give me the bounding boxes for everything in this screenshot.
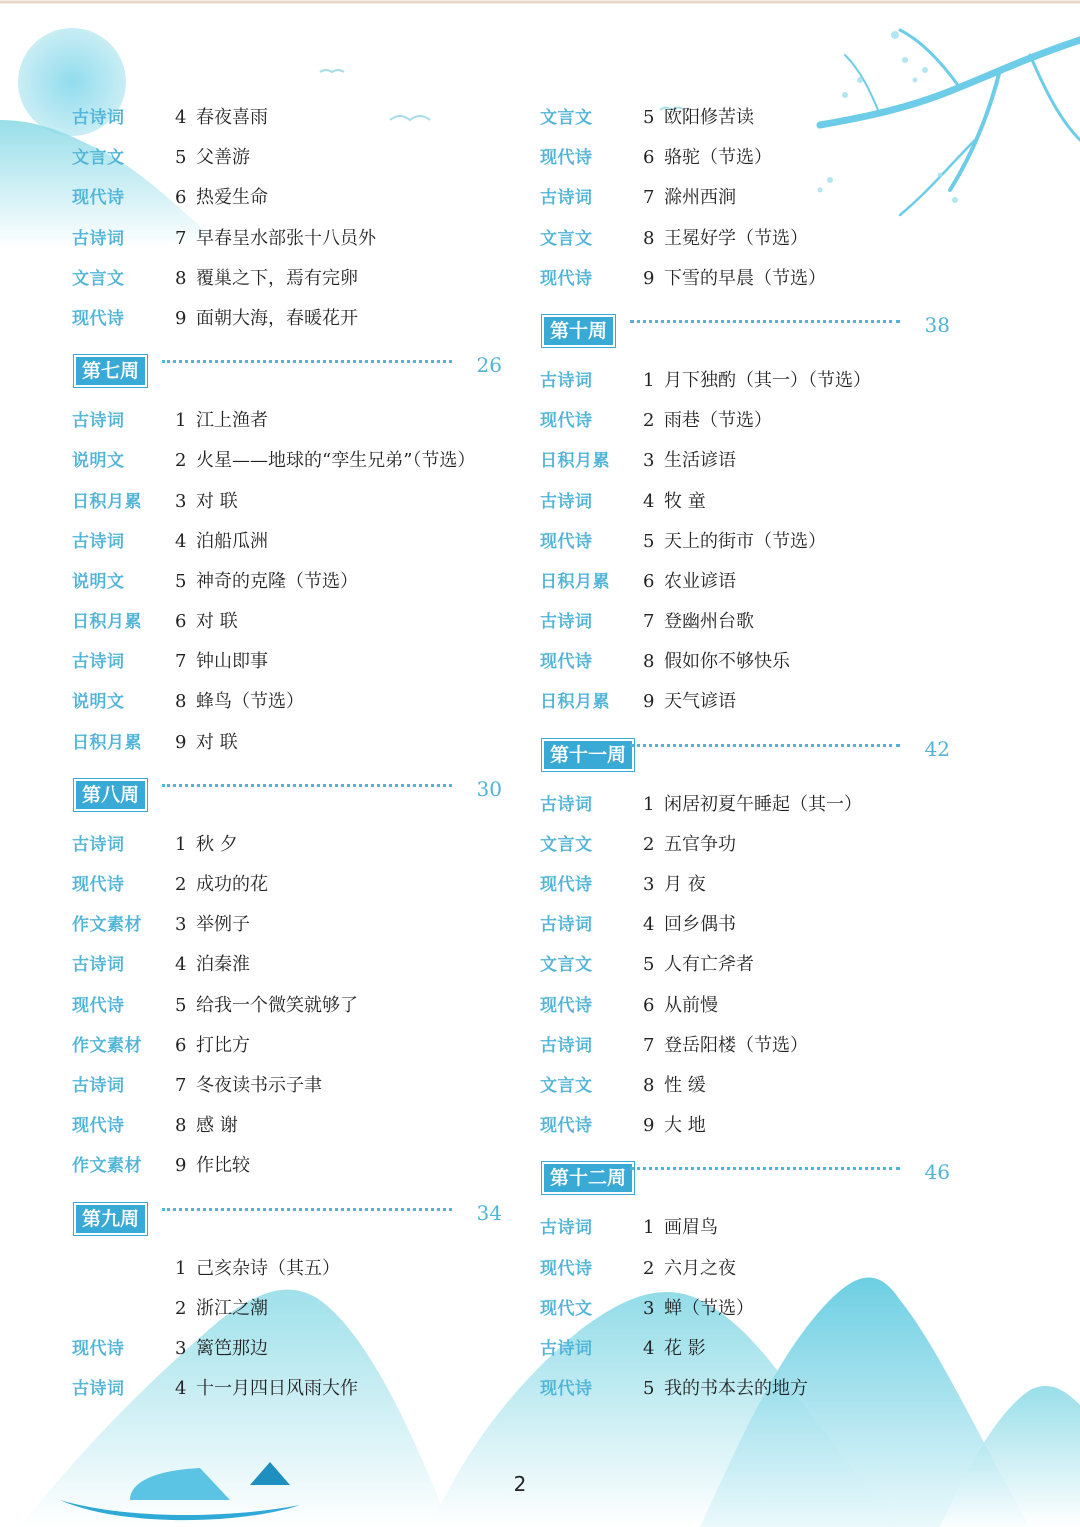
toc-entry[interactable] bbox=[72, 178, 512, 218]
entry-title: 下雪的早晨（节选） bbox=[664, 267, 826, 289]
entry-title: 冬夜读书示子聿 bbox=[196, 1074, 322, 1096]
entry-number: 7 bbox=[175, 1074, 187, 1096]
dot-leader bbox=[162, 1208, 452, 1211]
entry-category: 现代诗 bbox=[540, 1258, 593, 1279]
entry-title: 从前慢 bbox=[664, 994, 718, 1016]
toc-right-column bbox=[540, 98, 960, 1409]
entry-number: 6 bbox=[175, 1034, 187, 1056]
toc-entry[interactable] bbox=[72, 138, 512, 178]
entry-title: 回乡偶书 bbox=[664, 914, 736, 936]
toc-entry[interactable] bbox=[72, 401, 512, 441]
entry-category: 文言文 bbox=[72, 148, 125, 169]
toc-entry[interactable] bbox=[540, 986, 960, 1026]
entry-number: 9 bbox=[643, 691, 655, 713]
toc-entry[interactable] bbox=[540, 785, 960, 825]
entry-number: 5 bbox=[643, 530, 655, 552]
entry-number: 8 bbox=[175, 267, 187, 289]
entry-category: 古诗词 bbox=[540, 188, 593, 209]
toc-entry[interactable] bbox=[540, 945, 960, 985]
entry-number: 2 bbox=[643, 1257, 655, 1279]
entry-title: 生活谚语 bbox=[664, 450, 736, 472]
entry-number: 5 bbox=[175, 147, 187, 169]
entry-category: 现代诗 bbox=[540, 995, 593, 1016]
toc-entry[interactable] bbox=[72, 825, 512, 865]
entry-number: 2 bbox=[175, 874, 187, 895]
entry-category: 日积月累 bbox=[72, 612, 142, 633]
week-header[interactable] bbox=[72, 339, 512, 401]
entry-category: 现代诗 bbox=[72, 875, 125, 895]
entry-number: 5 bbox=[175, 994, 187, 1016]
entry-number: 6 bbox=[175, 187, 187, 209]
toc-entry[interactable] bbox=[72, 259, 512, 299]
week-header[interactable] bbox=[540, 299, 960, 361]
entry-title: 登幽州台歌 bbox=[664, 611, 754, 633]
toc-entry[interactable] bbox=[540, 401, 960, 441]
dot-leader bbox=[630, 744, 900, 747]
week-page-number: 42 bbox=[924, 736, 950, 761]
entry-category: 现代诗 bbox=[540, 652, 593, 673]
toc-entry[interactable] bbox=[72, 562, 512, 602]
entry-category: 古诗词 bbox=[540, 1218, 593, 1239]
entry-category: 作文素材 bbox=[72, 915, 142, 936]
entry-title: 给我一个微笑就够了 bbox=[196, 994, 358, 1016]
toc-entry[interactable] bbox=[540, 1106, 960, 1146]
entry-category: 说明文 bbox=[72, 571, 125, 592]
entry-number: 3 bbox=[643, 1297, 655, 1319]
toc-entry[interactable] bbox=[72, 1289, 512, 1329]
toc-entry[interactable] bbox=[540, 178, 960, 218]
entry-category: 古诗词 bbox=[72, 108, 125, 128]
toc-left-column bbox=[72, 98, 512, 1409]
week-label: 第七周 bbox=[74, 355, 147, 387]
entry-number: 7 bbox=[175, 651, 187, 673]
entry-category: 现代文 bbox=[540, 1298, 593, 1319]
week-header[interactable] bbox=[540, 1146, 960, 1208]
toc-entry[interactable] bbox=[540, 259, 960, 299]
toc-entry[interactable] bbox=[72, 986, 512, 1026]
entry-title: 面朝大海，春暖花开 bbox=[196, 307, 358, 329]
entry-number: 5 bbox=[175, 570, 187, 592]
entry-category: 现代诗 bbox=[72, 188, 125, 209]
week-header[interactable] bbox=[72, 1187, 512, 1249]
entry-number: 7 bbox=[643, 1034, 655, 1056]
toc-entry[interactable] bbox=[72, 482, 512, 522]
entry-title: 感 谢 bbox=[196, 1115, 238, 1137]
entry-number: 2 bbox=[643, 410, 655, 432]
entry-category: 古诗词 bbox=[540, 794, 593, 815]
entry-category: 古诗词 bbox=[540, 915, 593, 936]
entry-number: 1 bbox=[175, 833, 187, 855]
entry-category: 古诗词 bbox=[72, 1379, 125, 1400]
entry-number: 6 bbox=[643, 570, 655, 592]
entry-title: 牧 童 bbox=[664, 490, 706, 512]
entry-category: 现代诗 bbox=[540, 268, 593, 289]
entry-title: 成功的花 bbox=[196, 874, 268, 895]
entry-number: 9 bbox=[643, 1115, 655, 1137]
entry-title: 火星——地球的“孪生兄弟”（节选） bbox=[196, 450, 476, 472]
toc-entry[interactable] bbox=[540, 905, 960, 945]
toc-entry[interactable] bbox=[540, 219, 960, 259]
entry-category: 日积月累 bbox=[72, 491, 142, 512]
toc-entry[interactable] bbox=[540, 1066, 960, 1106]
week-header[interactable] bbox=[540, 723, 960, 785]
toc-entry[interactable] bbox=[72, 1146, 512, 1186]
entry-category: 古诗词 bbox=[72, 834, 125, 855]
toc-entry[interactable] bbox=[540, 865, 960, 905]
entry-title: 对 联 bbox=[196, 731, 238, 753]
toc-entry[interactable] bbox=[540, 1329, 960, 1369]
toc-entry[interactable] bbox=[540, 1208, 960, 1248]
entry-number: 4 bbox=[643, 1337, 655, 1359]
toc-entry[interactable] bbox=[540, 642, 960, 682]
entry-number: 2 bbox=[175, 450, 187, 472]
toc-entry[interactable] bbox=[540, 361, 960, 401]
toc-entry[interactable] bbox=[72, 1026, 512, 1066]
entry-title: 雨巷（节选） bbox=[664, 410, 772, 432]
entry-category: 文言文 bbox=[540, 834, 593, 855]
toc-entry[interactable] bbox=[540, 482, 960, 522]
entry-title: 登岳阳楼（节选） bbox=[664, 1034, 808, 1056]
entry-category: 现代诗 bbox=[72, 1338, 125, 1359]
week-page-number: 34 bbox=[476, 1200, 502, 1225]
toc-entry[interactable] bbox=[72, 219, 512, 259]
entry-category: 古诗词 bbox=[72, 1075, 125, 1096]
entry-title: 滁州西涧 bbox=[664, 187, 736, 209]
entry-title: 五官争功 bbox=[664, 833, 736, 855]
entry-title: 闲居初夏午睡起（其一） bbox=[664, 793, 862, 815]
week-page-number: 26 bbox=[476, 353, 502, 378]
week-page-number: 30 bbox=[476, 776, 502, 801]
entry-title: 秋 夕 bbox=[196, 833, 238, 855]
toc-entry[interactable] bbox=[540, 1249, 960, 1289]
toc-entry[interactable] bbox=[72, 1106, 512, 1146]
entry-category: 现代诗 bbox=[72, 308, 125, 329]
entry-number: 9 bbox=[643, 267, 655, 289]
dot-leader bbox=[630, 320, 900, 323]
entry-title: 浙江之潮 bbox=[196, 1297, 268, 1319]
entry-number: 3 bbox=[175, 1337, 187, 1359]
toc-entry[interactable] bbox=[540, 1369, 960, 1409]
entry-title: 画眉鸟 bbox=[664, 1217, 718, 1239]
entry-category: 古诗词 bbox=[540, 1035, 593, 1056]
entry-category: 现代诗 bbox=[72, 1116, 125, 1137]
entry-number: 9 bbox=[175, 307, 187, 329]
dot-leader bbox=[162, 784, 452, 787]
toc-entry[interactable] bbox=[540, 682, 960, 722]
toc-entry[interactable] bbox=[540, 441, 960, 481]
entry-title: 篱笆那边 bbox=[196, 1337, 268, 1359]
week-label: 第十二周 bbox=[542, 1162, 634, 1194]
entry-number: 3 bbox=[175, 490, 187, 512]
entry-category: 日积月累 bbox=[540, 692, 610, 713]
entry-title: 春夜喜雨 bbox=[196, 107, 268, 128]
entry-number: 4 bbox=[175, 530, 187, 552]
entry-number: 3 bbox=[643, 450, 655, 472]
entry-category: 作文素材 bbox=[72, 1035, 142, 1056]
entry-number: 7 bbox=[175, 227, 187, 249]
entry-category: 现代诗 bbox=[540, 875, 593, 895]
entry-category: 日积月累 bbox=[72, 732, 142, 753]
entry-title: 骆驼（节选） bbox=[664, 147, 772, 169]
week-page-number: 38 bbox=[924, 312, 950, 337]
entry-title: 泊船瓜洲 bbox=[196, 530, 268, 552]
entry-title: 农业谚语 bbox=[664, 570, 736, 592]
toc-entry[interactable] bbox=[72, 945, 512, 985]
entry-number: 8 bbox=[175, 1115, 187, 1137]
toc-entry[interactable] bbox=[540, 138, 960, 178]
entry-number: 3 bbox=[643, 874, 655, 895]
entry-number: 1 bbox=[643, 1217, 655, 1239]
entry-category: 日积月累 bbox=[540, 451, 610, 472]
entry-title: 对 联 bbox=[196, 611, 238, 633]
week-label: 第十一周 bbox=[542, 739, 634, 771]
entry-category: 现代诗 bbox=[540, 1116, 593, 1137]
entry-category: 现代诗 bbox=[540, 1379, 593, 1400]
entry-number: 8 bbox=[175, 691, 187, 713]
week-page-number: 46 bbox=[924, 1160, 950, 1185]
entry-category: 古诗词 bbox=[72, 228, 125, 249]
entry-title: 钟山即事 bbox=[196, 651, 268, 673]
entry-number: 6 bbox=[643, 994, 655, 1016]
entry-title: 热爱生命 bbox=[196, 187, 268, 209]
toc-entry[interactable] bbox=[72, 98, 512, 138]
entry-number: 1 bbox=[175, 1257, 187, 1279]
entry-title: 月下独酌（其一）（节选） bbox=[664, 369, 871, 391]
entry-category: 古诗词 bbox=[540, 370, 593, 391]
toc-entry[interactable] bbox=[72, 642, 512, 682]
entry-number: 5 bbox=[643, 1378, 655, 1400]
entry-title: 天气谚语 bbox=[664, 691, 736, 713]
week-label: 第十周 bbox=[542, 315, 615, 347]
entry-category: 现代诗 bbox=[540, 411, 593, 432]
entry-category: 文言文 bbox=[540, 1075, 593, 1096]
toc-entry[interactable] bbox=[72, 865, 512, 905]
toc-entry[interactable] bbox=[72, 1329, 512, 1369]
entry-title: 对 联 bbox=[196, 490, 238, 512]
entry-title: 举例子 bbox=[196, 914, 250, 936]
toc-entry[interactable] bbox=[72, 723, 512, 763]
entry-title: 大 地 bbox=[664, 1115, 706, 1137]
entry-title: 月 夜 bbox=[664, 874, 706, 895]
toc-entry[interactable] bbox=[540, 1026, 960, 1066]
toc-entry[interactable] bbox=[72, 522, 512, 562]
toc-entry[interactable] bbox=[72, 602, 512, 642]
dot-leader bbox=[630, 1167, 900, 1170]
entry-title: 早春呈水部张十八员外 bbox=[196, 227, 376, 249]
entry-title: 花 影 bbox=[664, 1337, 706, 1359]
entry-category: 作文素材 bbox=[72, 1156, 142, 1177]
entry-number: 5 bbox=[643, 107, 655, 128]
entry-title: 父善游 bbox=[196, 147, 250, 169]
toc-entry[interactable] bbox=[540, 98, 960, 138]
entry-number: 7 bbox=[643, 611, 655, 633]
entry-category: 古诗词 bbox=[540, 491, 593, 512]
entry-number: 4 bbox=[643, 914, 655, 936]
toc-entry[interactable] bbox=[540, 825, 960, 865]
entry-category: 文言文 bbox=[540, 955, 593, 976]
entry-number: 8 bbox=[643, 651, 655, 673]
toc-entry[interactable] bbox=[72, 1249, 512, 1289]
entry-number: 6 bbox=[175, 611, 187, 633]
entry-title: 作比较 bbox=[196, 1155, 250, 1177]
toc-entry[interactable] bbox=[540, 562, 960, 602]
toc-entry[interactable] bbox=[72, 1066, 512, 1106]
entry-title: 人有亡斧者 bbox=[664, 954, 754, 976]
entry-title: 打比方 bbox=[196, 1034, 250, 1056]
toc-entry[interactable] bbox=[540, 602, 960, 642]
entry-number: 9 bbox=[175, 1155, 187, 1177]
week-label: 第八周 bbox=[74, 779, 147, 811]
entry-number: 1 bbox=[643, 793, 655, 815]
entry-category: 日积月累 bbox=[540, 571, 610, 592]
entry-category: 古诗词 bbox=[72, 955, 125, 976]
entry-number: 4 bbox=[175, 1378, 187, 1400]
toc-entry[interactable] bbox=[72, 682, 512, 722]
toc-entry[interactable] bbox=[72, 905, 512, 945]
dot-leader bbox=[162, 360, 452, 363]
week-header[interactable] bbox=[72, 763, 512, 825]
entry-number: 1 bbox=[175, 410, 187, 432]
entry-title: 蝉（节选） bbox=[664, 1297, 754, 1319]
entry-title: 覆巢之下，焉有完卵 bbox=[196, 267, 358, 289]
entry-category: 文言文 bbox=[72, 268, 125, 289]
toc-entry[interactable] bbox=[540, 1289, 960, 1329]
entry-number: 4 bbox=[175, 107, 187, 128]
entry-title: 假如你不够快乐 bbox=[664, 651, 790, 673]
entry-category: 文言文 bbox=[540, 228, 593, 249]
entry-category: 古诗词 bbox=[72, 411, 125, 432]
entry-category: 古诗词 bbox=[72, 531, 125, 552]
entry-title: 泊秦淮 bbox=[196, 954, 250, 976]
entry-title: 性 缓 bbox=[664, 1074, 706, 1096]
toc-entry[interactable] bbox=[72, 1369, 512, 1409]
entry-number: 5 bbox=[643, 954, 655, 976]
entry-number: 6 bbox=[643, 147, 655, 169]
entry-number: 7 bbox=[643, 187, 655, 209]
entry-category: 古诗词 bbox=[72, 652, 125, 673]
entry-title: 六月之夜 bbox=[664, 1257, 736, 1279]
entry-number: 8 bbox=[643, 227, 655, 249]
entry-category: 现代诗 bbox=[540, 148, 593, 169]
entry-number: 9 bbox=[175, 731, 187, 753]
entry-title: 十一月四日风雨大作 bbox=[196, 1378, 358, 1400]
entry-title: 天上的街市（节选） bbox=[664, 530, 826, 552]
week-label: 第九周 bbox=[74, 1203, 147, 1235]
entry-category: 文言文 bbox=[540, 108, 593, 128]
entry-number: 8 bbox=[643, 1074, 655, 1096]
entry-title: 王冕好学（节选） bbox=[664, 227, 808, 249]
toc-entry[interactable] bbox=[540, 522, 960, 562]
toc-entry[interactable] bbox=[72, 441, 512, 481]
entry-category: 现代诗 bbox=[72, 995, 125, 1016]
entry-number: 2 bbox=[643, 833, 655, 855]
entry-title: 江上渔者 bbox=[196, 410, 268, 432]
entry-title: 己亥杂诗（其五） bbox=[196, 1257, 340, 1279]
entry-number: 3 bbox=[175, 914, 187, 936]
entry-title: 我的书本去的地方 bbox=[664, 1378, 808, 1400]
toc-entry[interactable] bbox=[72, 299, 512, 339]
entry-category: 古诗词 bbox=[540, 1338, 593, 1359]
entry-title: 欧阳修苦读 bbox=[664, 107, 754, 128]
entry-category: 古诗词 bbox=[540, 612, 593, 633]
entry-category: 说明文 bbox=[72, 692, 125, 713]
entry-number: 1 bbox=[643, 369, 655, 391]
entry-number: 2 bbox=[175, 1297, 187, 1319]
entry-number: 4 bbox=[175, 954, 187, 976]
entry-title: 神奇的克隆（节选） bbox=[196, 570, 358, 592]
entry-title: 蜂鸟（节选） bbox=[196, 691, 304, 713]
entry-category: 说明文 bbox=[72, 451, 125, 472]
page-number: 2 bbox=[513, 1472, 527, 1496]
entry-category: 现代诗 bbox=[540, 531, 593, 552]
entry-number: 4 bbox=[643, 490, 655, 512]
